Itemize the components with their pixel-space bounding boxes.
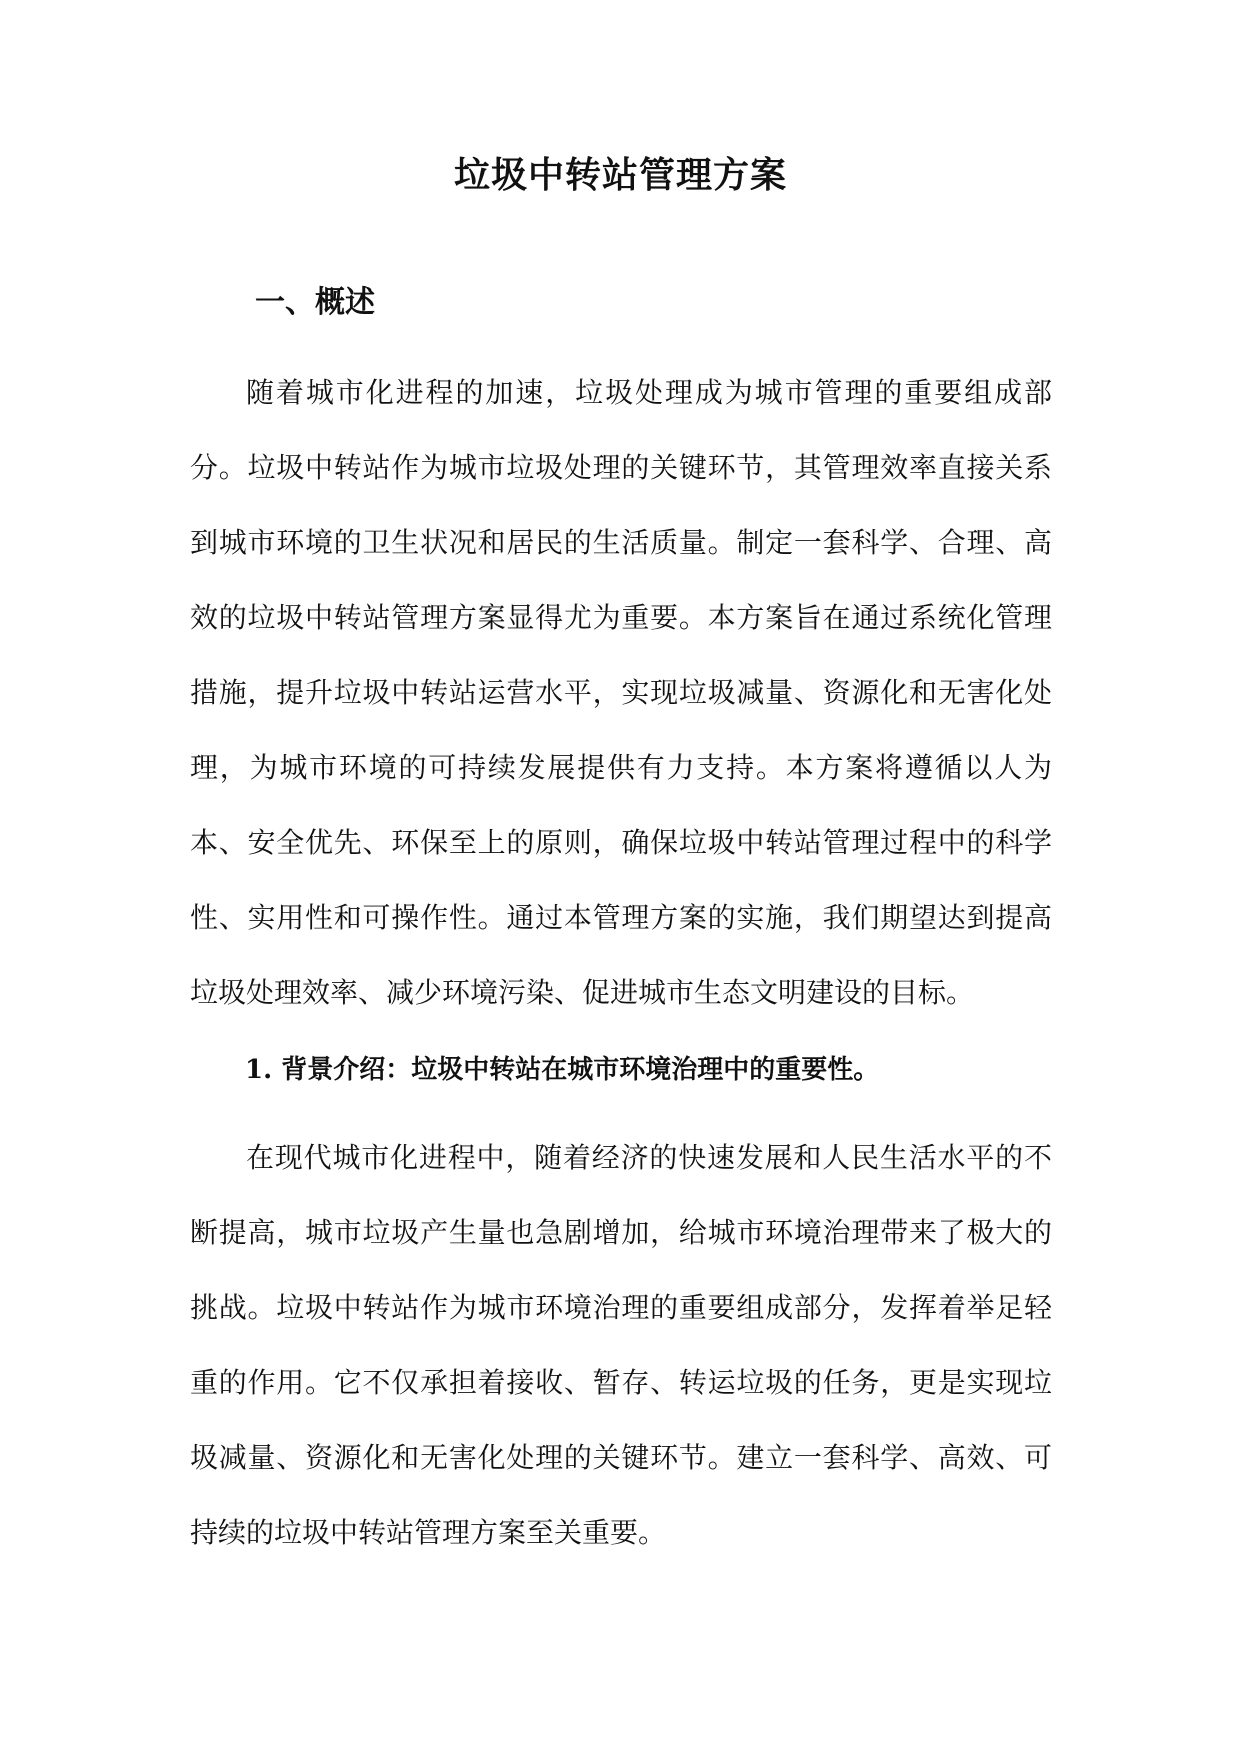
section-heading-overview: 一、概述 [255,285,375,320]
document-title: 垃圾中转站管理方案 [453,154,787,196]
background-paragraph: 在现代城市化进程中，随着经济的快速发展和人民生活水平的不断提高，城市垃圾产生量也急剧增加，给城市环境治理带来了极大的挑战。垃圾中转站作为城市环境治理的重要组成部分，发挥着举足轻重的作用。它不仅承担着接收、暂存、转运垃圾的任务，更是实现垃圾减量、资源化和无害化处理的关键环节。建立一套科学、高效、可持续的垃圾中转站管理方案至关重要。 [190,1141,1052,1549]
intro-paragraph: 随着城市化进程的加速，垃圾处理成为城市管理的重要组成部分。垃圾中转站作为城市垃圾处理的关键环节，其管理效率直接关系到城市环境的卫生状况和居民的生活质量。制定一套科学、合理、高效的垃圾中转站管理方案显得尤为重要。本方案旨在通过系统化管理措施，提升垃圾中转站运营水平，实现垃圾减量、资源化和无害化处理，为城市环境的可持续发展提供有力支持。本方案将遵循以人为本、安全优先、环保至上的原则，确保垃圾中转站管理过程中的科学性、实用性和可操作性。通过本管理方案的实施，我们期望达到提高垃圾处理效率、减少环境污染、促进城市生态文明建设的目标。 [190,376,1052,1009]
subsection-heading-background: 1. 背景介绍：垃圾中转站在城市环境治理中的重要性。 [245,1055,880,1085]
